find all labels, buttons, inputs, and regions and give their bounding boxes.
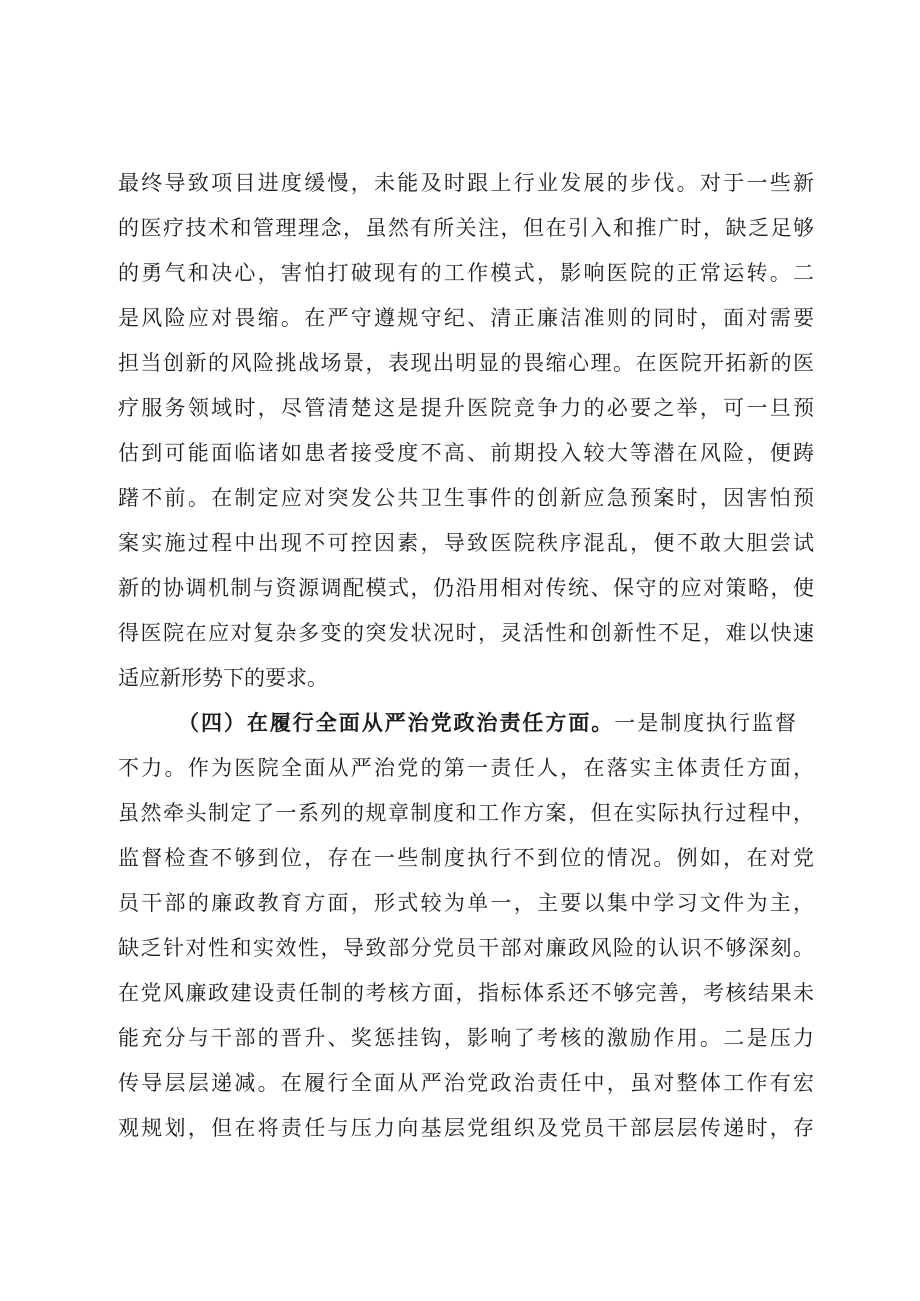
paragraph-line: 的勇气和决心，害怕打破现有的工作模式，影响医院的正常运转。二 [118,261,814,285]
section-heading-continuation: 一是制度执行监督 [614,711,797,735]
paragraph-line: 监督检查不够到位，存在一些制度执行不到位的情况。例如，在对党 [118,846,814,870]
paragraph-line: 的医疗技术和管理理念，虽然有所关注，但在引入和推广时，缺乏足够 [118,216,814,240]
paragraph-line: 最终导致项目进度缓慢，未能及时跟上行业发展的步伐。对于一些新 [118,171,814,195]
paragraph-line: 适应新形势下的要求。 [118,666,328,690]
section-heading: （四）在履行全面从严治党政治责任方面。 [178,710,615,735]
paragraph-line: 估到可能面临诸如患者接受度不高、前期投入较大等潜在风险，便踌 [118,441,814,465]
paragraph-line: 躇不前。在制定应对突发公共卫生事件的创新应急预案时，因害怕预 [118,486,814,510]
paragraph-line: 传导层层递减。在履行全面从严治党政治责任中，虽对整体工作有宏 [118,1071,814,1095]
paragraph-line: 担当创新的风险挑战场景，表现出明显的畏缩心理。在医院开拓新的医 [118,351,814,375]
paragraph-line: 观规划，但在将责任与压力向基层党组织及党员干部层层传递时，存 [118,1116,814,1140]
section-heading-line [178,703,796,743]
paragraph-line: 员干部的廉政教育方面，形式较为单一，主要以集中学习文件为主， [118,891,814,915]
paragraph-line: 是风险应对畏缩。在严守遵规守纪、清正廉洁准则的同时，面对需要 [118,306,814,330]
paragraph-line: 新的协调机制与资源调配模式，仍沿用相对传统、保守的应对策略，使 [118,576,814,600]
paragraph-line: 得医院在应对复杂多变的突发状况时，灵活性和创新性不足，难以快速 [118,621,814,645]
paragraph-line: 在党风廉政建设责任制的考核方面，指标体系还不够完善，考核结果未 [118,981,814,1005]
paragraph-line: 缺乏针对性和实效性，导致部分党员干部对廉政风险的认识不够深刻。 [118,936,814,960]
paragraph-line: 虽然牵头制定了一系列的规章制度和工作方案，但在实际执行过程中， [118,801,814,825]
paragraph-line: 能充分与干部的晋升、奖惩挂钩，影响了考核的激励作用。二是压力 [118,1026,814,1050]
paragraph-line: 不力。作为医院全面从严治党的第一责任人，在落实主体责任方面， [118,756,814,780]
paragraph-line: 疗服务领域时，尽管清楚这是提升医院竞争力的必要之举，可一旦预 [118,396,814,420]
paragraph-line: 案实施过程中出现不可控因素，导致医院秩序混乱，便不敢大胆尝试 [118,531,814,555]
